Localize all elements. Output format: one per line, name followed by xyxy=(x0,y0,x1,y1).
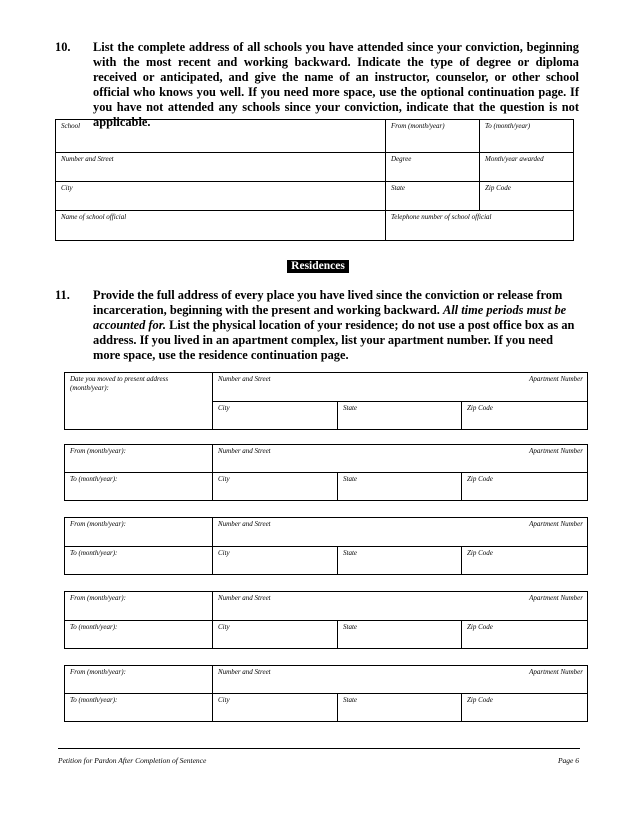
present-apartment-label: Apartment Number xyxy=(529,375,583,383)
residence-city-field[interactable]: City xyxy=(213,621,338,649)
residence-zip-field[interactable]: Zip Code xyxy=(462,547,588,575)
question-11-text: Provide the full address of every place you have lived since the conviction or release from incarceration, beginning with the present and working backward. All time periods must be accounted for. List the physical location of your residence; do not use a post office box as an address. If you lived in an apartment complex, list your apartment number. If you need more space, use the residence continuation page. xyxy=(93,288,575,362)
school-table xyxy=(55,119,574,241)
school-field[interactable]: School xyxy=(56,120,386,153)
previous-residence-table-2 xyxy=(64,517,588,575)
school-to-field[interactable]: To (month/year) xyxy=(480,120,574,153)
previous-residence-table-1 xyxy=(64,444,588,501)
school-state-field[interactable]: State xyxy=(386,182,480,211)
residence-state-field[interactable]: State xyxy=(338,473,462,501)
residence-zip-field[interactable]: Zip Code xyxy=(462,473,588,501)
degree-field[interactable]: Degree xyxy=(386,153,480,182)
residence-apartment-label: Apartment Number xyxy=(529,668,583,676)
previous-residence-table-4 xyxy=(64,665,588,722)
residence-from-field[interactable]: From (month/year): xyxy=(65,666,213,694)
school-official-phone-field[interactable]: Telephone number of school official xyxy=(386,211,574,241)
present-zip-field[interactable]: Zip Code xyxy=(462,402,588,430)
footer-title: Petition for Pardon After Completion of Sentence xyxy=(58,756,207,765)
date-moved-present-field[interactable]: Date you moved to present address (month/year): xyxy=(65,373,213,430)
residence-city-field[interactable]: City xyxy=(213,547,338,575)
previous-residence-table-3 xyxy=(64,591,588,649)
residence-city-field[interactable]: City xyxy=(213,473,338,501)
present-city-field[interactable]: City xyxy=(213,402,338,430)
residence-city-field[interactable]: City xyxy=(213,694,338,722)
residence-zip-field[interactable]: Zip Code xyxy=(462,621,588,649)
residence-from-field[interactable]: From (month/year): xyxy=(65,445,213,473)
residence-state-field[interactable]: State xyxy=(338,694,462,722)
residences-heading: Residences xyxy=(284,258,352,275)
present-street-field[interactable]: Number and Street Apartment Number xyxy=(213,373,588,402)
footer-divider xyxy=(58,748,580,749)
school-from-field[interactable]: From (month/year) xyxy=(386,120,480,153)
school-official-field[interactable]: Name of school official xyxy=(56,211,386,241)
question-10-text: List the complete address of all schools you have attended since your conviction, beginning with the most recent and working backward. Indicate the type of degree or diploma received or anticipated, and give the name of an instructor, counselor, or other school official who knows you well. If you need more space, use the optional continuation page. If you have not attended any schools since your conviction, indicate that the question is not applicable. xyxy=(93,40,579,129)
question-10-number: 10. xyxy=(55,40,71,54)
residence-state-field[interactable]: State xyxy=(338,621,462,649)
residence-street-field[interactable]: Number and Street Apartment Number xyxy=(213,518,588,547)
school-city-field[interactable]: City xyxy=(56,182,386,211)
residence-to-field[interactable]: To (month/year): xyxy=(65,621,213,649)
residence-apartment-label: Apartment Number xyxy=(529,594,583,602)
residence-to-field[interactable]: To (month/year): xyxy=(65,473,213,501)
present-residence-table xyxy=(64,372,588,430)
page-number: Page 6 xyxy=(557,756,579,765)
residence-from-field[interactable]: From (month/year): xyxy=(65,518,213,547)
present-state-field[interactable]: State xyxy=(338,402,462,430)
residence-street-field[interactable]: Number and Street Apartment Number xyxy=(213,445,588,473)
residence-to-field[interactable]: To (month/year): xyxy=(65,694,213,722)
residence-zip-field[interactable]: Zip Code xyxy=(462,694,588,722)
question-11-number: 11. xyxy=(55,288,70,302)
residence-apartment-label: Apartment Number xyxy=(529,520,583,528)
residence-street-field[interactable]: Number and Street Apartment Number xyxy=(213,592,588,621)
month-year-awarded-field[interactable]: Month/year awarded xyxy=(480,153,574,182)
residence-to-field[interactable]: To (month/year): xyxy=(65,547,213,575)
school-zip-field[interactable]: Zip Code xyxy=(480,182,574,211)
residence-street-field[interactable]: Number and Street Apartment Number xyxy=(213,666,588,694)
residence-state-field[interactable]: State xyxy=(338,547,462,575)
residence-apartment-label: Apartment Number xyxy=(529,447,583,455)
school-street-field[interactable]: Number and Street xyxy=(56,153,386,182)
residence-from-field[interactable]: From (month/year): xyxy=(65,592,213,621)
